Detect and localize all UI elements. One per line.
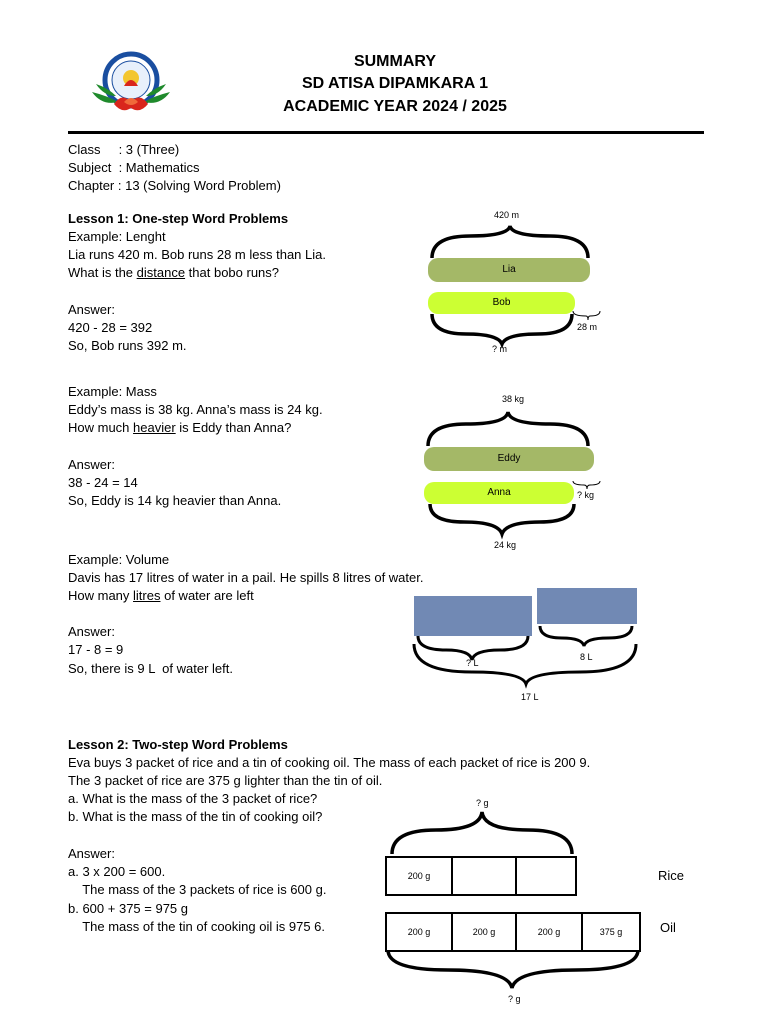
- academic-year: ACADEMIC YEAR 2024 / 2025: [283, 98, 507, 115]
- mass-top-brace: [426, 408, 596, 448]
- lesson2-question-a: a. What is the mass of the 3 packet of rice?: [68, 791, 318, 806]
- oil-cell: 200 g: [387, 914, 453, 950]
- lesson2-answer-label: Answer:: [68, 846, 115, 861]
- lia-bar: Lia: [428, 258, 590, 282]
- volume-question: Davis has 17 litres of water in a pail. He spills 8 litres of water.: [68, 570, 424, 585]
- lesson2-problem-1: Eva buys 3 packet of rice and a tin of cooking oil. The mass of each packet of rice is 200 9.: [68, 755, 591, 770]
- length-calc: 420 - 28 = 392: [68, 320, 153, 335]
- oil-bottom-brace: [386, 948, 646, 994]
- rice-top-brace: [390, 808, 580, 856]
- school-logo: [88, 50, 174, 116]
- volume-example: Example: Volume: [68, 552, 170, 567]
- oil-cell: 375 g: [599, 927, 623, 937]
- length-question2: What is the distance that bobo runs?: [68, 265, 280, 280]
- length-question: Lia runs 420 m. Bob runs 28 m less than Lia.: [68, 247, 326, 262]
- chapter-line: Chapter : 13 (Solving Word Problem): [68, 178, 281, 193]
- length-total-label: 420 m: [494, 210, 520, 220]
- oil-label: Oil: [660, 920, 676, 935]
- anna-bar: Anna: [424, 482, 574, 504]
- volume-right-label: 8 L: [580, 652, 593, 662]
- lesson2-answer-b: b. 600 + 375 = 975 g: [68, 901, 188, 916]
- mass-result: So, Eddy is 14 kg heavier than Anna.: [68, 493, 282, 508]
- oil-total-label: ? g: [508, 994, 521, 1004]
- lesson2-answer-a-text: The mass of the 3 packets of rice is 600 g.: [68, 882, 327, 897]
- mass-bottom-label: 24 kg: [494, 540, 517, 550]
- lesson2-answer-b-text: The mass of the tin of cooking oil is 975 6.: [68, 919, 326, 934]
- mass-question2: How much heavier is Eddy than Anna?: [68, 420, 292, 435]
- oil-cell: 200 g: [517, 914, 583, 950]
- mass-answer-label: Answer:: [68, 457, 115, 472]
- mass-diff-label: ? kg: [577, 490, 595, 500]
- oil-bar: [385, 912, 641, 952]
- volume-answer-label: Answer:: [68, 624, 115, 639]
- rice-label: Rice: [658, 868, 685, 883]
- rice-bar: [385, 856, 577, 896]
- lesson2-answer-a: a. 3 x 200 = 600.: [68, 864, 166, 879]
- rice-total-label: ? g: [476, 798, 489, 808]
- water-spilled-block: [537, 588, 637, 624]
- volume-bottom-label: 17 L: [521, 692, 539, 702]
- oil-cell: 200 g: [453, 914, 517, 950]
- lesson1-heading: Lesson 1: One-step Word Problems: [68, 211, 289, 226]
- mass-example: Example: Mass: [68, 384, 157, 399]
- mass-diff-brace: [572, 480, 602, 490]
- mass-total-label: 38 kg: [502, 394, 525, 404]
- length-example: Example: Lenght: [68, 229, 166, 244]
- volume-question2: How many litres of water are left: [68, 588, 254, 603]
- class-line: Class : 3 (Three): [68, 142, 180, 157]
- eddy-bar: Eddy: [424, 447, 594, 471]
- volume-calc: 17 - 8 = 9: [68, 642, 124, 657]
- bob-bar: Bob: [428, 292, 575, 314]
- length-diff-label: 28 m: [577, 322, 598, 332]
- rice-cell: [517, 858, 575, 894]
- rice-cell: 200 g: [387, 858, 453, 894]
- length-result: So, Bob runs 392 m.: [68, 338, 187, 353]
- lesson2-heading: Lesson 2: Two-step Word Problems: [68, 737, 288, 752]
- mass-bottom-brace: [428, 502, 578, 538]
- mass-calc: 38 - 24 = 14: [68, 475, 138, 490]
- rice-cell: [453, 858, 517, 894]
- lesson2-question-b: b. What is the mass of the tin of cooking oil?: [68, 809, 323, 824]
- mass-question: Eddy’s mass is 38 kg. Anna’s mass is 24 kg.: [68, 402, 323, 417]
- school-seal-icon: [88, 50, 174, 116]
- lesson2-problem-2: The 3 packet of rice are 375 g lighter than the tin of oil.: [68, 773, 383, 788]
- school-name: SD ATISA DIPAMKARA 1: [301, 75, 489, 92]
- volume-result: So, there is 9 L of water left.: [68, 661, 233, 676]
- header-divider: [68, 131, 704, 134]
- length-answer-label: Answer:: [68, 302, 115, 317]
- volume-left-label: ? L: [466, 658, 479, 668]
- length-bottom-brace: [430, 312, 580, 348]
- water-left-block: [414, 596, 532, 636]
- summary-title: SUMMARY: [353, 53, 437, 70]
- length-top-brace: [430, 222, 600, 262]
- length-bottom-label: ? m: [492, 344, 508, 354]
- volume-bottom-brace: [412, 642, 642, 686]
- subject-line: Subject : Mathematics: [68, 160, 200, 175]
